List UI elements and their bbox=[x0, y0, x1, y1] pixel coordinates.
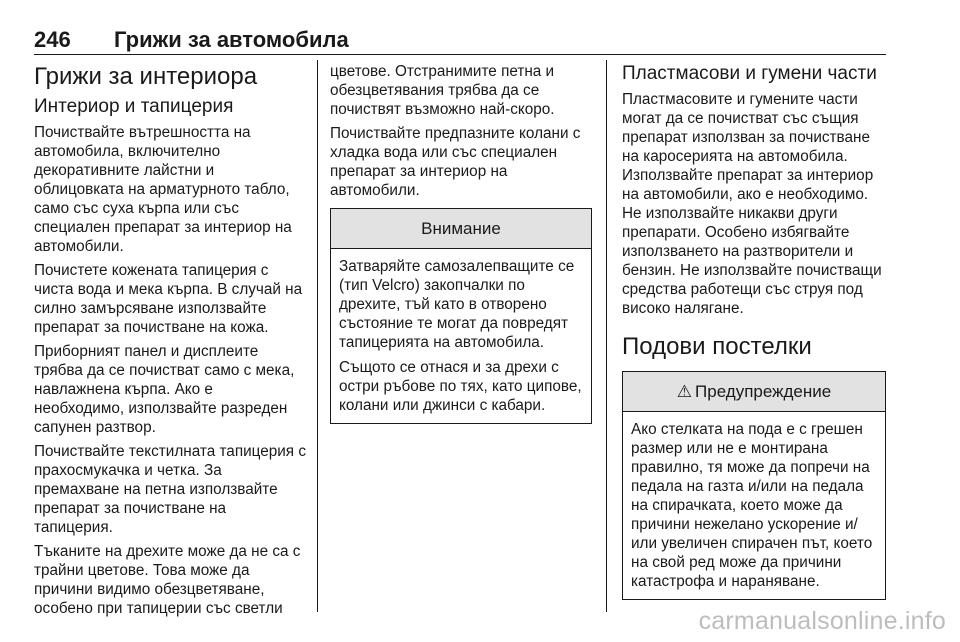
paragraph: Пластмасовите и гумените части могат да се почистват със същия препарат използван за почистване на каросерията на автомобила. Използвайте препарат за интериор на автомобили, ако е необходимо. Не използвайте никакви други препарати. Особено избягвайте използването на разтворители и бензин. Не използвайте почистващи средства работещи със струя под високо налягане. bbox=[622, 91, 882, 317]
page-header bbox=[34, 27, 886, 55]
notice-box bbox=[330, 208, 592, 424]
paragraph: Тъканите на дрехите може да не са с трайни цветове. Това може да причини видимо обезцветяване, особено при тапицерии със светли bbox=[34, 543, 301, 617]
subsection-title-plastic-rubber: Пластмасови и гумени части bbox=[622, 63, 877, 84]
running-title: Грижи за автомобила bbox=[114, 27, 349, 52]
paragraph: Почистете кожената тапицерия с чиста вода и мека кърпа. В случай на силно замърсяване използвайте препарат за почистване на кожа. bbox=[34, 262, 303, 336]
paragraph: цветове. Отстранимите петна и обезцветявания трябва да се почиствят възможно най-скоро. bbox=[330, 63, 555, 118]
paragraph: Почиствайте предпазните колани с хладка вода или със специален препарат за интериор на автомобили. bbox=[330, 125, 581, 199]
column-divider-2 bbox=[606, 60, 607, 612]
section-title-floor-mats: Подови постелки bbox=[622, 333, 812, 360]
column-divider-1 bbox=[317, 60, 318, 612]
page-number: 246 bbox=[34, 27, 71, 52]
warning-triangle-icon: ⚠ bbox=[676, 381, 693, 401]
warning-paragraph: Ако стелката на пода е с грешен размер или не е монтирана правилно, тя може да попречи на педала на газта и/или на педала на спирачката, което може да причини нежелано ускорение и/или увеличен спирачен път, което на свой ред може да причини катастрофа и нараняване. bbox=[631, 421, 873, 590]
paragraph: Почиствайте текстилната тапицерия с прахосмукачка и четка. За премахване на петна използвайте препарат за почистване на тапицерия. bbox=[34, 443, 306, 536]
paragraph: Приборният панел и дисплеите трябва да се почистват само с мека, навлажнена кърпа. Ако е необходимо, използвайте разреден сапунен разтвор. bbox=[34, 343, 295, 436]
paragraph: Почиствайте вътрешността на автомобила, включително декоративните лайстни и облицовката на арматурното табло, само със суха кърпа или със специален препарат за интериор на автомобили. bbox=[34, 124, 292, 255]
subsection-title-upholstery: Интериор и тапицерия bbox=[34, 96, 234, 117]
column-2 bbox=[330, 62, 592, 424]
notice-paragraph: Същото се отнася и за дрехи с остри ръбове по тях, като ципове, колани или джинси с кабари. bbox=[339, 359, 582, 414]
notice-paragraph: Затваряйте самозалепващите се (тип Velcro) закопчалки по дрехите, тъй като в отворено състояние те могат да повредят тапицерията на автомобила. bbox=[339, 258, 575, 351]
watermark: carmanualsonline.info bbox=[698, 607, 946, 635]
warning-box bbox=[622, 371, 886, 600]
column-3 bbox=[622, 62, 886, 600]
warning-body bbox=[623, 412, 885, 599]
warning-header bbox=[623, 372, 885, 412]
notice-body bbox=[331, 249, 591, 423]
header-rule bbox=[34, 54, 886, 55]
section-title-interior: Грижи за интериора bbox=[34, 63, 258, 90]
warning-title: Предупреждение bbox=[695, 381, 832, 401]
column-1 bbox=[34, 62, 306, 623]
notice-title: Внимание bbox=[331, 209, 591, 249]
